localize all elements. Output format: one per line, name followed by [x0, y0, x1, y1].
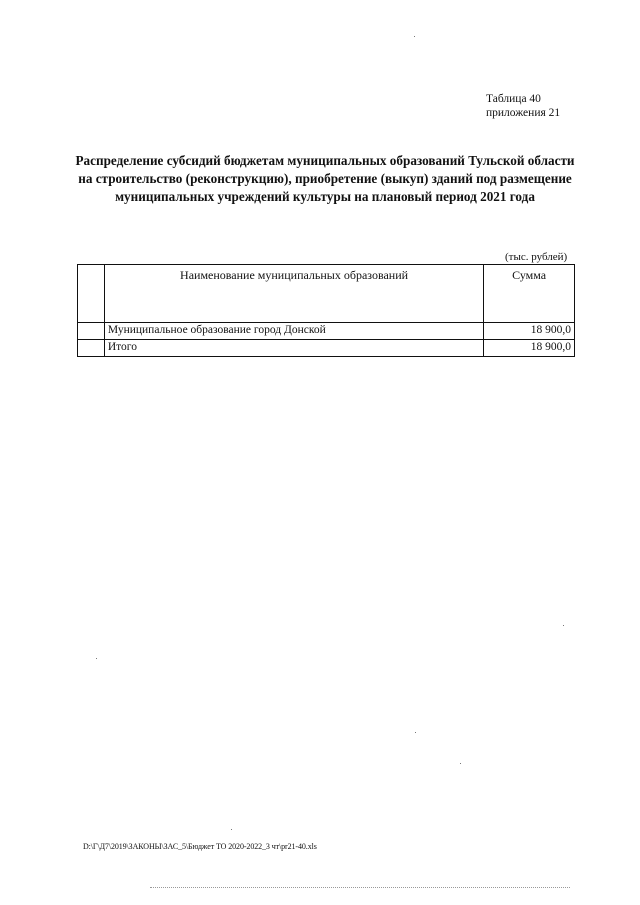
- scan-speck: [96, 658, 97, 659]
- row-number-cell: [78, 323, 105, 340]
- sum-column-header: Сумма: [484, 265, 575, 323]
- scan-speck: [415, 732, 416, 733]
- subsidy-table: [77, 264, 575, 357]
- municipality-name-cell: Муниципальное образование город Донской: [104, 323, 483, 340]
- total-sum-cell: 18 900,0: [484, 340, 575, 357]
- table-reference: [486, 92, 560, 120]
- appendix-number: приложения 21: [486, 107, 561, 119]
- scan-speck: [460, 763, 461, 764]
- total-row: [78, 340, 575, 357]
- file-path-footer: D:\Г\Д7\2019\ЗАКОНЫ\ЗАС_5\Бюджет ТО 2020-2022_3 чт\pr21-40.xls: [83, 842, 317, 851]
- row-number-cell: [78, 340, 105, 357]
- units-label: (тыс. рублей): [505, 251, 568, 263]
- table-number: Таблица 40: [486, 93, 541, 105]
- scan-speck: [414, 36, 415, 37]
- name-column-header: Наименование муниципальных образований: [104, 265, 483, 323]
- scan-artifact-line: [150, 887, 570, 888]
- sum-cell: 18 900,0: [484, 323, 575, 340]
- scan-speck: [231, 829, 232, 830]
- document-title: Распределение субсидий бюджетам муниципальных образований Тульской области на строительство (реконструкцию), приобретение (выкуп) зданий под размещение муниципальных учреждений культуры на плановый период 2021 года: [75, 153, 575, 204]
- row-number-header: [78, 265, 105, 323]
- table-header-row: [78, 265, 575, 323]
- scan-speck: [563, 625, 564, 626]
- total-label-cell: Итого: [104, 340, 483, 357]
- table-row: [78, 323, 575, 340]
